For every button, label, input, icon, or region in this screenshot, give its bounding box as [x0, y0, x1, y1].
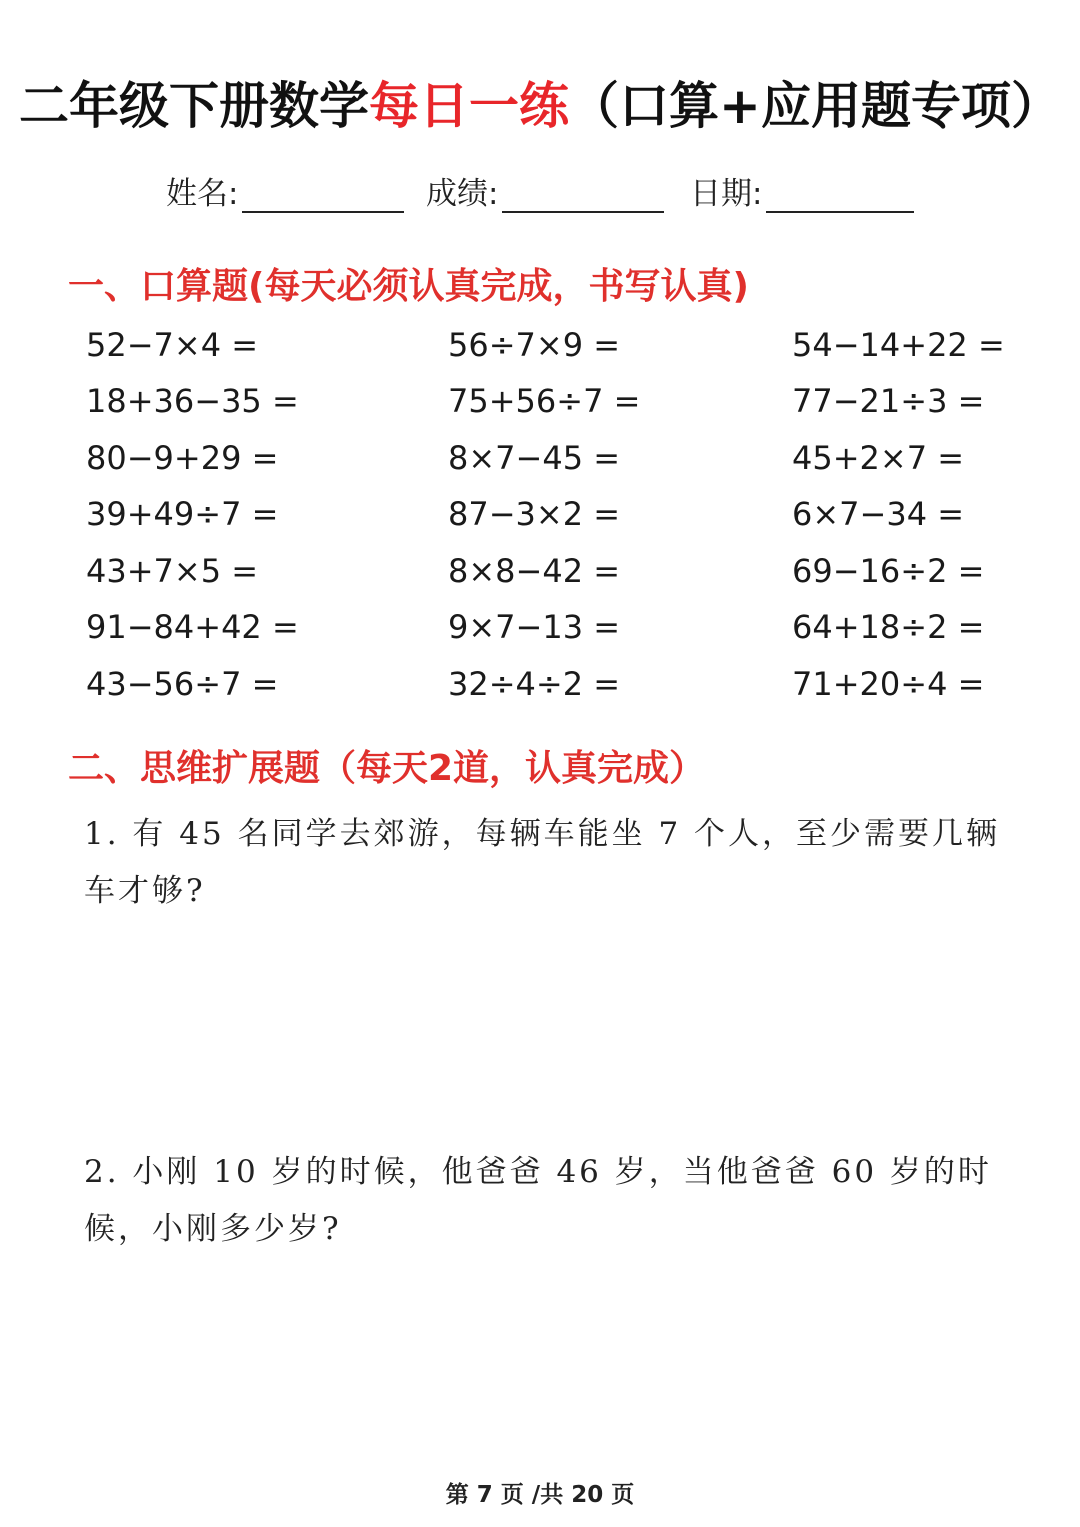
section-1-heading: 一、口算题(每天必须认真完成，书写认真) — [68, 266, 749, 307]
calc-problem: 32÷4÷2 = — [448, 665, 621, 703]
calc-problem: 64+18÷2 = — [792, 608, 985, 646]
name-label: 姓名: — [166, 176, 239, 212]
word-problem-2: 2. 小刚 10 岁的时候，他爸爸 46 岁，当他爸爸 60 岁的时候，小刚多少岁? — [84, 1154, 992, 1247]
calc-problem: 9×7−13 = — [448, 608, 621, 646]
name-blank-line[interactable] — [242, 177, 404, 213]
calc-problem: 39+49÷7 = — [86, 495, 279, 533]
date-label: 日期: — [690, 176, 763, 212]
calc-row — [0, 326, 1080, 382]
calc-problem: 43−56÷7 = — [86, 665, 279, 703]
title-highlight: 每日一练 — [369, 77, 570, 135]
section-2-heading: 二、思维扩展题（每天2道，认真完成） — [68, 748, 706, 789]
score-field[interactable] — [426, 168, 664, 213]
word-problem-1: 1. 有 45 名同学去郊游，每辆车能坐 7 个人，至少需要几辆车才够? — [84, 816, 1001, 909]
calc-row — [0, 552, 1080, 608]
calc-problem: 91−84+42 = — [86, 608, 299, 646]
calc-row — [0, 495, 1080, 551]
calc-problem: 8×7−45 = — [448, 439, 621, 477]
calc-problem: 52−7×4 = — [86, 326, 259, 364]
calc-problem: 71+20÷4 = — [792, 665, 985, 703]
student-info-row — [0, 168, 1080, 214]
calc-problem: 45+2×7 = — [792, 439, 965, 477]
calc-problem: 54−14+22 = — [792, 326, 1005, 364]
calc-problem: 56÷7×9 = — [448, 326, 621, 364]
calc-problem: 43+7×5 = — [86, 552, 259, 590]
calc-problem: 8×8−42 = — [448, 552, 621, 590]
calc-problem: 80−9+29 = — [86, 439, 279, 477]
calc-problem: 69−16÷2 = — [792, 552, 985, 590]
page-number: 第 7 页 /共 20 页 — [445, 1482, 635, 1508]
title-main: 二年级下册数学 — [19, 77, 370, 135]
name-field[interactable] — [166, 168, 404, 213]
title-suffix: （口算+应用题专项） — [569, 77, 1061, 135]
calc-row — [0, 608, 1080, 664]
score-label: 成绩: — [426, 176, 499, 212]
date-blank-line[interactable] — [766, 177, 914, 213]
calc-row — [0, 439, 1080, 495]
calc-problem: 77−21÷3 = — [792, 382, 985, 420]
calc-row — [0, 382, 1080, 438]
calc-problem: 6×7−34 = — [792, 495, 965, 533]
calc-problem: 75+56÷7 = — [448, 382, 641, 420]
date-field[interactable] — [690, 168, 914, 213]
calc-row — [0, 665, 1080, 721]
calc-problem: 18+36−35 = — [86, 382, 299, 420]
calc-problem: 87−3×2 = — [448, 495, 621, 533]
score-blank-line[interactable] — [502, 177, 664, 213]
page-title — [0, 66, 1080, 138]
